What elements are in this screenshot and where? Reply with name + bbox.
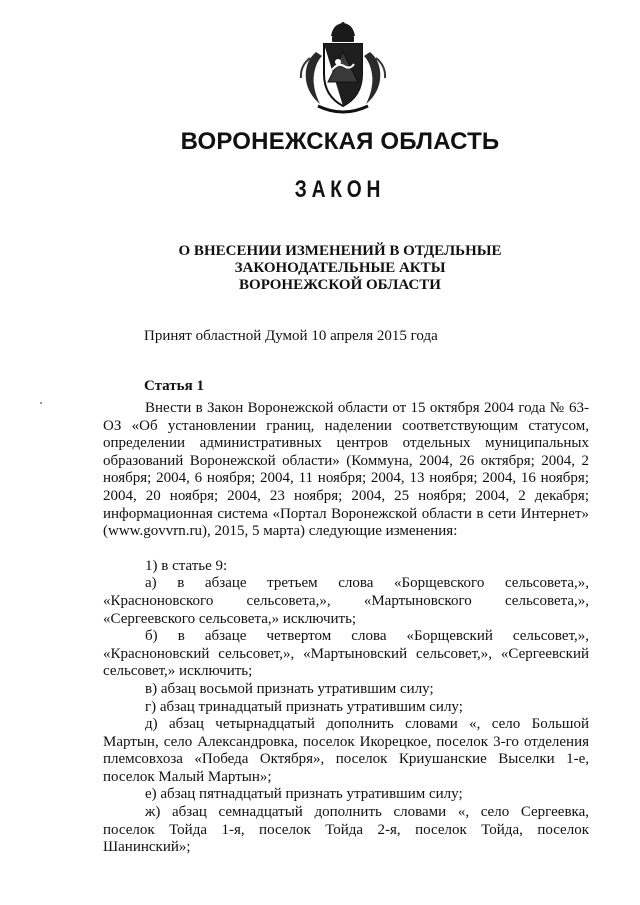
list-item: ж) абзац семнадцатый дополнить словами «, село Сергеевка, поселок Тойда 1-я, поселок Тойда 2-я, поселок Тойда, поселок Шанинский»; [103, 804, 589, 856]
voronezh-coat-of-arms-icon [298, 22, 388, 114]
document-type-heading: ЗАКОН [294, 176, 386, 203]
article-body [103, 400, 589, 857]
list-item: д) абзац четырнадцатый дополнить словами «, село Большой Мартын, село Александровка, поселок Икорецкое, поселок 3-го отделения племсовхоза «Победа Октября», поселок Криушанские Выселки 1-е, поселок Малый Мартын»; [103, 716, 589, 785]
list-item: г) абзац тринадцатый признать утратившим силу; [145, 698, 463, 715]
adoption-date: Принят областной Думой 10 апреля 2015 года [144, 328, 438, 344]
list-item: а) в абзаце третьем слова «Борщевского сельсовета,», «Красноновского сельсовета,», «Мартыновского сельсовета,», «Сергеевского сельсовета,» исключить; [103, 575, 589, 627]
law-title-line: ЗАКОНОДАТЕЛЬНЫЕ АКТЫ [234, 260, 446, 276]
point-1: 1) в статье 9: [145, 557, 228, 574]
law-title [100, 243, 580, 294]
scan-speck [40, 402, 42, 404]
list-item: е) абзац пятнадцатый признать утратившим силу; [145, 786, 463, 803]
law-title-line: ВОРОНЕЖСКОЙ ОБЛАСТИ [239, 277, 441, 293]
law-title-line: О ВНЕСЕНИИ ИЗМЕНЕНИЙ В ОТДЕЛЬНЫЕ [178, 243, 502, 259]
region-heading: ВОРОНЕЖСКАЯ ОБЛАСТЬ [180, 128, 500, 155]
list-item: в) абзац восьмой признать утратившим силу; [145, 680, 434, 697]
article-heading: Статья 1 [144, 378, 204, 394]
article-intro-paragraph: Внести в Закон Воронежской области от 15 октября 2004 года № 63-ОЗ «Об установлении границ, наделении соответствующим статусом, определении административных центров отдельных муниципальных образований Воронежской области» (Коммуна, 2004, 26 октября; 2004, 2 ноября; 2004, 6 ноября; 2004, 11 ноября; 2004, 13 ноября; 2004, 16 ноября; 2004, 20 ноября; 2004, 23 ноября; 2004, 25 ноября; 2004, 2 декабря; информационная система «Портал Воронежской области в сети Интернет» (www.govvrn.ru), 2015, 5 марта) следующие изменения: [103, 400, 589, 540]
list-item: б) в абзаце четвертом слова «Борщевский сельсовет,», «Красноновский сельсовет,», «Мартыновский сельсовет,», «Сергеевский сельсовет,» исключить; [103, 628, 589, 680]
